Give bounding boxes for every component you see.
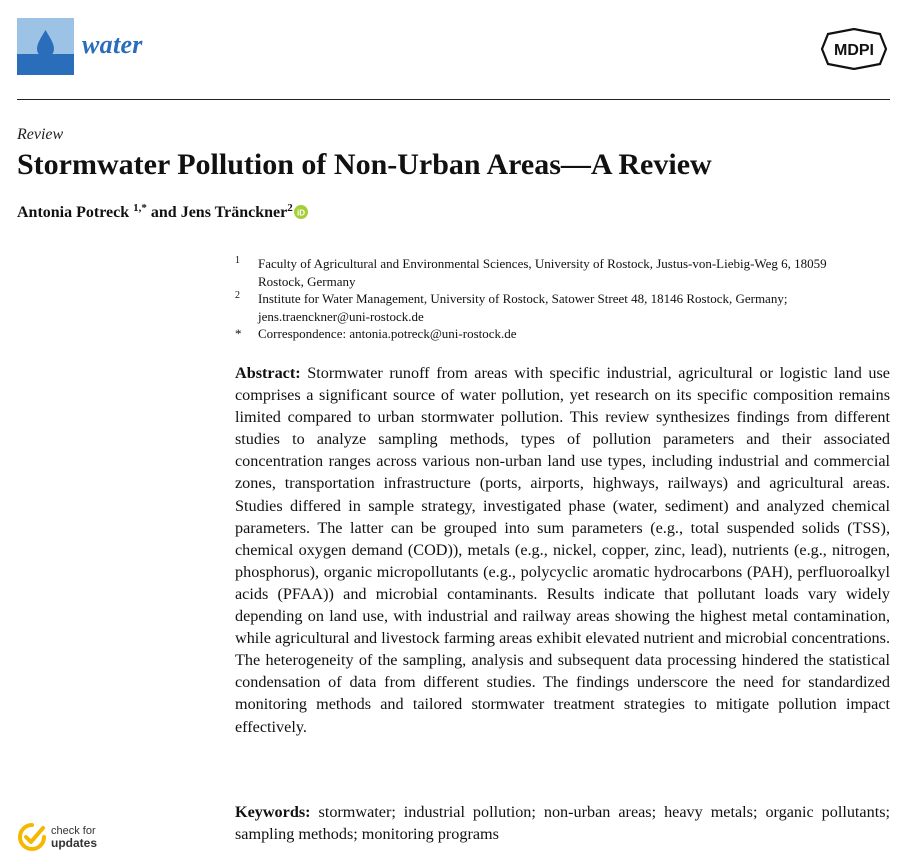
check-for-updates-line2: updates (51, 836, 98, 850)
keywords-text: stormwater; industrial pollution; non-urban areas; heavy metals; organic pollutants; sampling methods; monitoring programs (235, 803, 891, 843)
abstract-label: Abstract: (235, 364, 301, 382)
orcid-icon[interactable] (294, 205, 308, 219)
correspondence-marker: * (235, 326, 242, 341)
abstract-text: Stormwater runoff from areas with specific industrial, agricultural or logistic land use comprises a significant source of water pollution, yet research on its specific composition remains limited compared to urban stormwater pollution. This review synthesizes findings from different studies to analyze sampling methods, types of pollution parameters and their associated concentration ranges across various non-urban land use types, including industrial and commercial zones, transportation infrastructure (ports, airports, highways, railways) and agricultural areas. Studies differed in sample strategy, investigated phase (water, sediment) and analyzed chemical parameters. The latter can be grouped into sum parameters (e.g., total suspended solids (TSS), chemical oxygen demand (COD)), metals (e.g., nickel, copper, zinc, lead), nutrients (e.g., nitrogen, phosphorus), organic micropollutants (e.g., polycyclic aromatic hydrocarbons (PAH), perfluoroalkyl acids (PFAA)) and microbial contaminants. Results indicate that pollutant loads vary widely depending on land use, with industrial and railway areas showing the highest metal contamination, while agricultural and livestock farming areas exhibit elevated nutrient and microbial concentrations. The heterogeneity of the sampling, analysis and subsequent data processing hindered the statistical condensation of data from different studies. The findings underscore the need for standardized monitoring methods and tailored stormwater treatment strategies to mitigate pollution impact effectively. (235, 364, 890, 736)
affiliation-item (235, 290, 875, 325)
author-connector: and (150, 204, 177, 221)
author-name[interactable]: Jens Tränckner (180, 204, 288, 221)
water-drop-icon (17, 18, 74, 75)
keywords (235, 801, 890, 845)
author-name[interactable]: Antonia Potreck (17, 204, 130, 221)
publisher-name: MDPI (834, 42, 874, 59)
mdpi-logo (818, 28, 890, 70)
affiliation-marker: 1 (235, 255, 240, 266)
affiliation-text: Institute for Water Management, University of Rostock, Satower Street 48, 18146 Rostock, Germany; jens.traenckner@uni-rostock.de (258, 291, 788, 324)
check-for-updates-label (51, 825, 97, 849)
correspondence-text: Correspondence: antonia.potreck@uni-rostock.de (258, 326, 517, 341)
affiliations (235, 255, 875, 343)
check-for-updates-line1: check for (51, 825, 96, 837)
author-affiliation-marker: 2 (287, 202, 293, 214)
svg-text:iD: iD (296, 208, 305, 218)
journal-logo (17, 18, 74, 75)
correspondence-item (235, 325, 875, 343)
affiliation-marker: 2 (235, 290, 240, 301)
check-for-updates-button[interactable] (17, 822, 117, 854)
keywords-label: Keywords: (235, 803, 311, 821)
check-for-updates-icon (17, 822, 47, 852)
author-affiliation-marker: 1,* (133, 202, 147, 214)
affiliation-text: Faculty of Agricultural and Environmental Sciences, University of Rostock, Justus-von-Liebig-Weg 6, 18059 Rostock, Germany (258, 256, 827, 289)
affiliation-item (235, 255, 875, 290)
author-list (17, 202, 308, 222)
abstract (235, 362, 890, 738)
header-divider (17, 99, 890, 100)
journal-name: water (82, 30, 143, 59)
article-type: Review (17, 126, 64, 143)
article-title: Stormwater Pollution of Non-Urban Areas—A Review (17, 148, 712, 181)
